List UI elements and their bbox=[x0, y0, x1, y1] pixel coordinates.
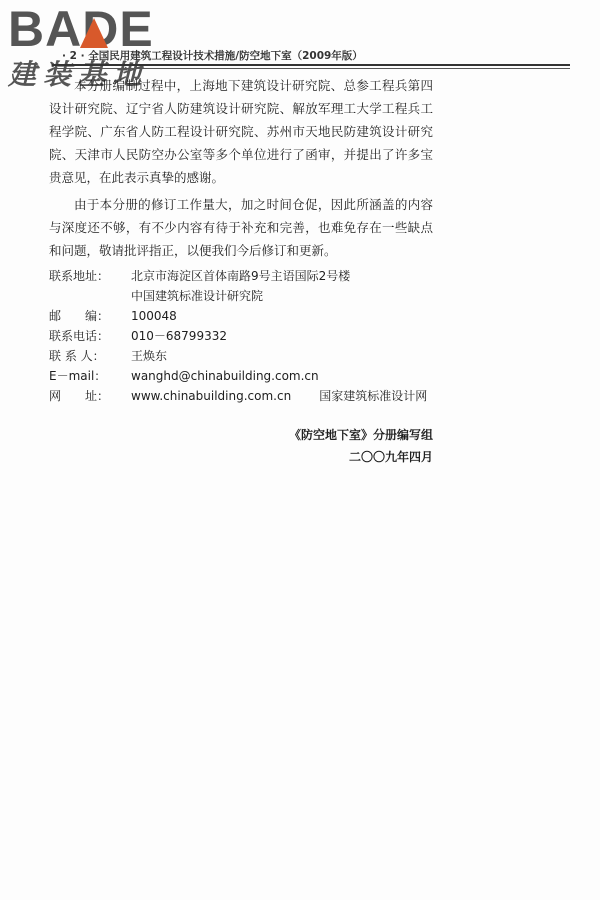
web-label: 网 址： bbox=[49, 389, 110, 403]
logo-subtitle: 建装基地 bbox=[8, 58, 149, 91]
page-content bbox=[49, 74, 433, 468]
person-value: 王焕东 bbox=[131, 349, 168, 363]
email-value: wanghd@chinabuilding.com.cn bbox=[131, 369, 319, 383]
contact-address-row bbox=[49, 266, 433, 286]
logo-accent-triangle-icon bbox=[80, 18, 108, 48]
address-line2: 中国建筑标准设计研究院 bbox=[131, 289, 264, 303]
header-rule-thick bbox=[52, 64, 570, 66]
signature-block bbox=[49, 424, 433, 468]
signature-date: 二〇〇九年四月 bbox=[348, 450, 433, 464]
postcode-value: 100048 bbox=[131, 309, 177, 323]
phone-label: 联系电话： bbox=[49, 329, 110, 343]
email-label: E－mail： bbox=[49, 369, 107, 383]
web-site-name: 国家建筑标准设计网 bbox=[319, 389, 428, 403]
contact-person-row bbox=[49, 346, 433, 366]
phone-value: 010－68799332 bbox=[131, 329, 227, 343]
person-label: 联 系 人： bbox=[49, 349, 105, 363]
signature-group: 《防空地下室》分册编写组 bbox=[288, 428, 433, 442]
address-label: 联系地址： bbox=[49, 269, 110, 283]
logo-wordmark: BADE bbox=[8, 1, 154, 57]
header-rule-thin bbox=[52, 68, 570, 69]
page-header: · 2 · 全国民用建筑工程设计技术措施/防空地下室（2009年版） bbox=[62, 50, 363, 62]
contact-web-row bbox=[49, 386, 433, 406]
contact-email-row bbox=[49, 366, 433, 386]
web-value: www.chinabuilding.com.cn bbox=[131, 389, 292, 403]
address-line1: 北京市海淀区首体南路9号主语国际2号楼 bbox=[131, 269, 351, 283]
paragraph-acknowledgement: 本分册编制过程中，上海地下建筑设计研究院、总参工程兵第四设计研究院、辽宁省人防建筑设计研究院、解放军理工大学工程兵工程学院、广东省人防工程设计研究院、苏州市天地民防建筑设计研究院、天津市人民防空办公室等多个单位进行了函审，并提出了许多宝贵意见，在此表示真挚的感谢。 bbox=[49, 78, 433, 185]
contact-phone-row bbox=[49, 326, 433, 346]
contact-block bbox=[49, 266, 433, 406]
paragraph-feedback: 由于本分册的修订工作量大，加之时间仓促，因此所涵盖的内容与深度还不够，有不少内容有待于补充和完善，也难免存在一些缺点和问题，敬请批评指正，以便我们今后修订和更新。 bbox=[49, 197, 433, 258]
contact-postcode-row bbox=[49, 306, 433, 326]
postcode-label: 邮 编： bbox=[49, 309, 110, 323]
